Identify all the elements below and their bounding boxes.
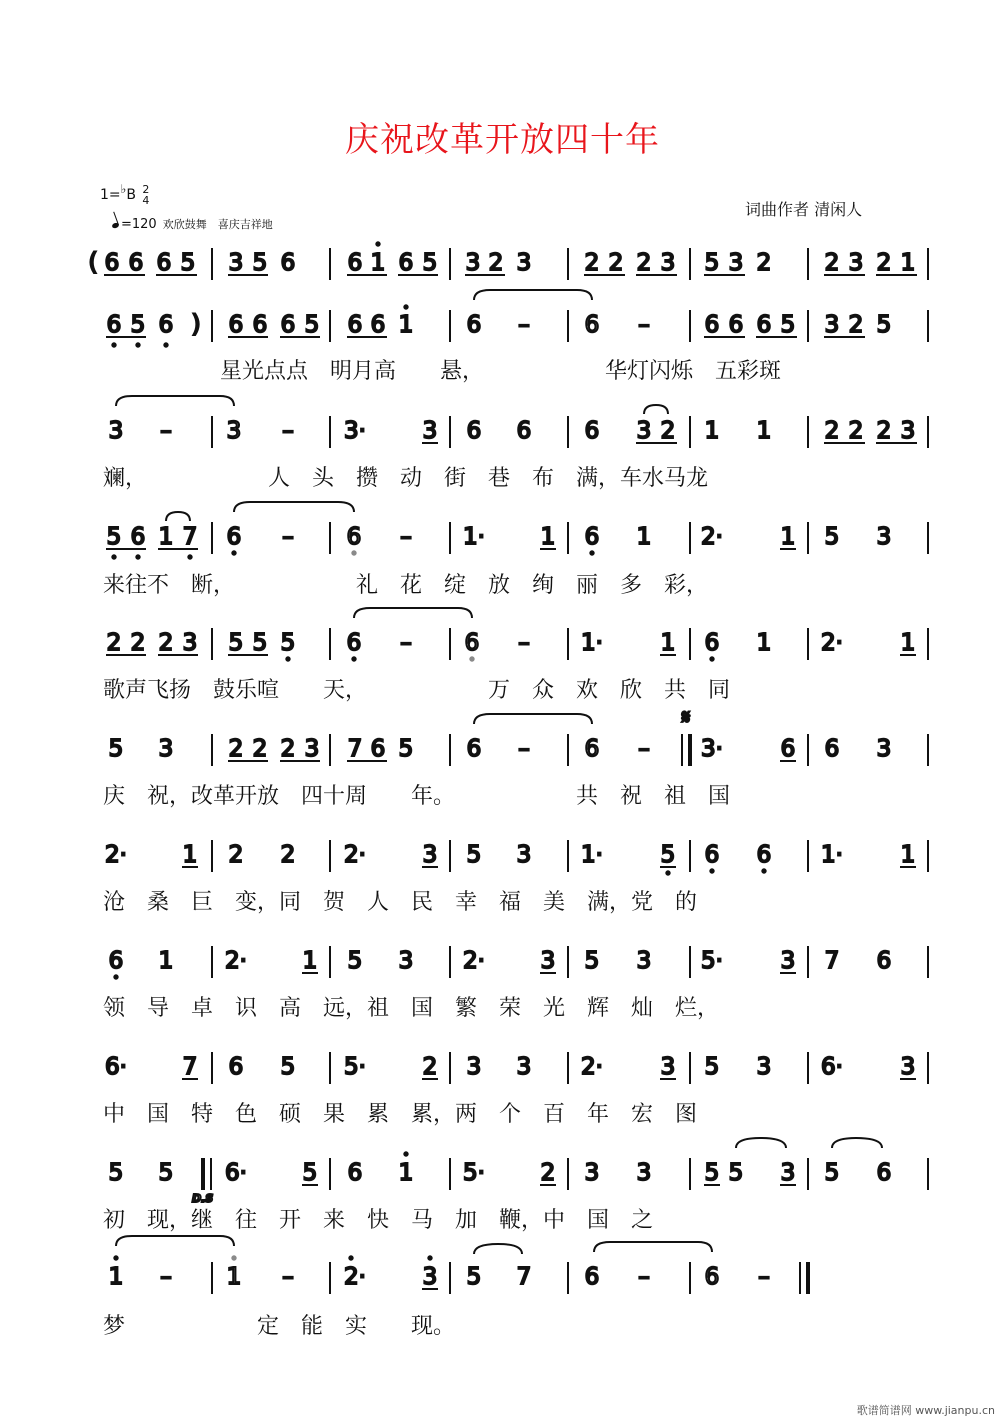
svg-text:6: 6 [584, 312, 600, 338]
lyric-line-7: 领 导 卓 识 高 远，祖 国 繁 荣 光 辉 灿 烂， [103, 996, 720, 1021]
svg-text:3: 3 [422, 418, 438, 444]
svg-text:7: 7 [516, 1264, 532, 1290]
svg-text:2: 2 [824, 250, 840, 276]
svg-text:3: 3 [636, 948, 652, 974]
svg-text:5: 5 [280, 1054, 296, 1080]
svg-text:5: 5 [108, 1160, 124, 1186]
svg-text:3: 3 [465, 250, 481, 276]
lyric-line-4: 歌声飞扬 鼓乐喧 天， 万 众 欢 欣 共 同 [103, 678, 731, 703]
svg-text:–: – [518, 630, 530, 656]
svg-text:3: 3 [728, 250, 744, 276]
svg-text:6: 6 [466, 418, 482, 444]
notation-row-5 [106, 608, 928, 661]
svg-text:2·: 2· [225, 948, 247, 974]
svg-text:2: 2 [280, 842, 296, 868]
svg-text:6: 6 [104, 250, 120, 276]
svg-text:6: 6 [346, 524, 362, 550]
svg-text:3: 3 [466, 1054, 482, 1080]
svg-text:5: 5 [780, 312, 796, 338]
svg-text:–: – [638, 736, 650, 762]
svg-text:3: 3 [304, 736, 320, 762]
svg-text:2·: 2· [105, 842, 127, 868]
svg-text:5: 5 [106, 524, 122, 550]
svg-text:6: 6 [228, 1054, 244, 1080]
svg-text:1: 1 [660, 630, 676, 656]
svg-text:3: 3 [900, 418, 916, 444]
svg-text:3: 3 [422, 842, 438, 868]
svg-text:6: 6 [756, 842, 772, 868]
svg-text:6: 6 [226, 524, 242, 550]
notation-row-3 [109, 396, 928, 448]
svg-text:1·: 1· [581, 842, 603, 868]
svg-text:3·: 3· [344, 418, 366, 444]
svg-text:6: 6 [756, 312, 772, 338]
lyric-line-3: 来往不 断， 礼 花 绽 放 绚 丽 多 彩， [103, 573, 709, 598]
tempo-style: 欢欣鼓舞 喜庆吉祥地 [162, 218, 273, 231]
svg-text:5: 5 [347, 948, 363, 974]
svg-text:(: ( [88, 248, 98, 276]
svg-text:7: 7 [182, 524, 198, 550]
svg-text:6: 6 [130, 524, 146, 550]
tempo-value: =120 [121, 217, 157, 232]
svg-text:6: 6 [228, 312, 244, 338]
svg-text:6: 6 [704, 842, 720, 868]
svg-text:5·: 5· [463, 1160, 485, 1186]
svg-text:5: 5 [466, 1264, 482, 1290]
svg-text:–: – [160, 418, 172, 444]
svg-text:2: 2 [876, 250, 892, 276]
svg-text:6: 6 [346, 630, 362, 656]
svg-text:3: 3 [516, 250, 532, 276]
svg-text:6: 6 [156, 250, 172, 276]
svg-text:5: 5 [252, 250, 268, 276]
notation-row-10 [109, 1138, 928, 1205]
svg-text:6: 6 [252, 312, 268, 338]
svg-text:3: 3 [824, 312, 840, 338]
svg-text:6: 6 [584, 418, 600, 444]
svg-text:6: 6 [728, 312, 744, 338]
svg-text:1·: 1· [463, 524, 485, 550]
svg-text:6: 6 [876, 1160, 892, 1186]
svg-text:6: 6 [704, 312, 720, 338]
svg-text:2: 2 [824, 418, 840, 444]
svg-text:–: – [638, 1264, 650, 1290]
svg-text:3: 3 [756, 1054, 772, 1080]
svg-text:3: 3 [660, 250, 676, 276]
svg-text:6: 6 [704, 1264, 720, 1290]
svg-text:5: 5 [876, 312, 892, 338]
svg-text:1·: 1· [821, 842, 843, 868]
svg-text:1: 1 [704, 418, 720, 444]
svg-text:5: 5 [158, 1160, 174, 1186]
svg-text:1: 1 [780, 524, 796, 550]
svg-text:1: 1 [900, 630, 916, 656]
time-bottom: 4 [142, 194, 150, 207]
lyric-line-6: 沧 桑 巨 变，同 贺 人 民 幸 福 美 满，党 的 [103, 890, 698, 915]
svg-text:5: 5 [704, 250, 720, 276]
svg-text:2: 2 [876, 418, 892, 444]
svg-text:–: – [282, 418, 294, 444]
svg-text:5: 5 [824, 524, 840, 550]
svg-text:5: 5 [302, 1160, 318, 1186]
svg-text:6: 6 [466, 312, 482, 338]
svg-text:6: 6 [704, 630, 720, 656]
svg-text:5: 5 [704, 1054, 720, 1080]
svg-text:6: 6 [106, 312, 122, 338]
svg-text:1: 1 [398, 312, 414, 338]
svg-text:5·: 5· [344, 1054, 366, 1080]
notation-row-1 [88, 242, 928, 280]
svg-text:3: 3 [780, 948, 796, 974]
svg-text:1: 1 [158, 524, 174, 550]
svg-text:5: 5 [304, 312, 320, 338]
svg-text:3: 3 [584, 1160, 600, 1186]
svg-text:6: 6 [347, 250, 363, 276]
svg-text:6: 6 [876, 948, 892, 974]
svg-text:5: 5 [660, 842, 676, 868]
svg-text:6: 6 [584, 524, 600, 550]
svg-text:5: 5 [824, 1160, 840, 1186]
svg-text:6: 6 [464, 630, 480, 656]
svg-text:2: 2 [228, 736, 244, 762]
svg-text:–: – [758, 1264, 770, 1290]
svg-text:1: 1 [756, 418, 772, 444]
svg-text:–: – [638, 312, 650, 338]
notation-row-7 [105, 840, 928, 875]
svg-text:6: 6 [370, 736, 386, 762]
svg-text:3: 3 [540, 948, 556, 974]
svg-text:3: 3 [108, 418, 124, 444]
key-prefix: 1= [100, 187, 121, 203]
notation-row-6 [109, 705, 928, 766]
svg-text:2: 2 [252, 736, 268, 762]
svg-text:6: 6 [347, 312, 363, 338]
svg-text:6: 6 [584, 1264, 600, 1290]
key-flat: ♭ [120, 182, 127, 196]
svg-text:6: 6 [347, 1160, 363, 1186]
lyric-line-10: 梦 定 能 实 现。 [103, 1314, 456, 1339]
svg-text:3: 3 [182, 630, 198, 656]
svg-text:5: 5 [704, 1160, 720, 1186]
key-letter: B [126, 187, 136, 203]
svg-text:2: 2 [488, 250, 504, 276]
notation-row-4 [106, 502, 928, 559]
svg-text:): ) [191, 310, 201, 338]
svg-text:6: 6 [398, 250, 414, 276]
svg-text:2: 2 [130, 630, 146, 656]
svg-text:2: 2 [848, 418, 864, 444]
svg-text:5: 5 [108, 736, 124, 762]
svg-text:3: 3 [516, 1054, 532, 1080]
svg-text:–: – [282, 1264, 294, 1290]
author-credit: 词曲作者 清闲人 [745, 200, 863, 219]
svg-text:5: 5 [422, 250, 438, 276]
svg-text:1: 1 [900, 842, 916, 868]
svg-text:–: – [400, 630, 412, 656]
svg-text:7: 7 [347, 736, 363, 762]
svg-text:6: 6 [280, 312, 296, 338]
svg-text:–: – [518, 736, 530, 762]
svg-text:6: 6 [584, 736, 600, 762]
svg-text:3: 3 [876, 524, 892, 550]
svg-text:7: 7 [824, 948, 840, 974]
svg-text:2: 2 [106, 630, 122, 656]
svg-text:1: 1 [226, 1264, 242, 1290]
svg-text:–: – [160, 1264, 172, 1290]
svg-text:3: 3 [848, 250, 864, 276]
svg-text:5: 5 [180, 250, 196, 276]
notation-row-9 [105, 1052, 928, 1084]
svg-text:2·: 2· [821, 630, 843, 656]
svg-text:3: 3 [660, 1054, 676, 1080]
page-title: 庆祝改革开放四十年 [345, 120, 660, 160]
svg-text:2·: 2· [463, 948, 485, 974]
svg-text:6: 6 [824, 736, 840, 762]
svg-text:3: 3 [516, 842, 532, 868]
svg-text:5: 5 [252, 630, 268, 656]
svg-text:3: 3 [158, 736, 174, 762]
svg-text:1: 1 [182, 842, 198, 868]
svg-text:6: 6 [280, 250, 296, 276]
svg-text:–: – [518, 312, 530, 338]
svg-text:2: 2 [848, 312, 864, 338]
svg-text:1: 1 [636, 524, 652, 550]
segno-icon: 𝄋 [681, 705, 691, 729]
svg-text:2·: 2· [344, 842, 366, 868]
svg-text:3·: 3· [701, 736, 723, 762]
svg-text:6: 6 [780, 736, 796, 762]
time-top: 2 [142, 183, 150, 196]
svg-text:6·: 6· [105, 1054, 127, 1080]
svg-text:2·: 2· [581, 1054, 603, 1080]
svg-text:3: 3 [228, 250, 244, 276]
svg-text:1: 1 [540, 524, 556, 550]
svg-text:2: 2 [540, 1160, 556, 1186]
svg-text:3: 3 [422, 1264, 438, 1290]
svg-text:3: 3 [636, 418, 652, 444]
svg-text:1: 1 [108, 1264, 124, 1290]
svg-text:5: 5 [728, 1160, 744, 1186]
lyric-line-1: 星光点点 明月高 悬， 华灯闪烁 五彩斑 [220, 359, 782, 384]
notation-row-11 [109, 1236, 808, 1294]
svg-text:6: 6 [128, 250, 144, 276]
lyric-line-2: 斓， 人 头 攒 动 街 巷 布 满，车水马龙 [103, 466, 709, 491]
svg-text:3: 3 [636, 1160, 652, 1186]
svg-text:3: 3 [900, 1054, 916, 1080]
svg-text:2: 2 [660, 418, 676, 444]
svg-text:2·: 2· [701, 524, 723, 550]
svg-text:–: – [400, 524, 412, 550]
svg-text:6: 6 [370, 312, 386, 338]
svg-text:1: 1 [900, 250, 916, 276]
svg-text:5: 5 [466, 842, 482, 868]
svg-text:1: 1 [370, 250, 386, 276]
svg-text:1: 1 [756, 630, 772, 656]
svg-text:3: 3 [226, 418, 242, 444]
svg-text:3: 3 [398, 948, 414, 974]
svg-text:1: 1 [158, 948, 174, 974]
svg-text:5·: 5· [701, 948, 723, 974]
svg-text:2·: 2· [344, 1264, 366, 1290]
svg-text:5: 5 [398, 736, 414, 762]
svg-text:–: – [282, 524, 294, 550]
site-footer: 歌谱简谱网 www.jianpu.cn [856, 1404, 995, 1417]
svg-text:5: 5 [228, 630, 244, 656]
svg-text:2: 2 [228, 842, 244, 868]
svg-text:2: 2 [584, 250, 600, 276]
svg-text:6: 6 [108, 948, 124, 974]
svg-text:6·: 6· [225, 1160, 247, 1186]
lyric-line-5: 庆 祝，改革开放 四十周 年。 共 祝 祖 国 [103, 784, 731, 809]
svg-text:6·: 6· [821, 1054, 843, 1080]
svg-text:1: 1 [302, 948, 318, 974]
svg-text:1: 1 [398, 1160, 414, 1186]
svg-text:5: 5 [130, 312, 146, 338]
svg-text:2: 2 [636, 250, 652, 276]
svg-text:6: 6 [516, 418, 532, 444]
svg-text:7: 7 [182, 1054, 198, 1080]
svg-text:2: 2 [756, 250, 772, 276]
lyric-line-8: 中 国 特 色 硕 果 累 累，两 个 百 年 宏 图 [103, 1102, 698, 1127]
svg-text:5: 5 [584, 948, 600, 974]
svg-text:5: 5 [280, 630, 296, 656]
svg-text:6: 6 [466, 736, 482, 762]
notation-row-8 [109, 946, 928, 979]
svg-text:6: 6 [158, 312, 174, 338]
svg-text:2: 2 [422, 1054, 438, 1080]
lyric-line-9: 初 现，继 往 开 来 快 马 加 鞭，中 国 之 [103, 1208, 654, 1233]
svg-text:2: 2 [608, 250, 624, 276]
svg-text:1·: 1· [581, 630, 603, 656]
svg-text:2: 2 [158, 630, 174, 656]
notation-row-2 [106, 290, 928, 347]
svg-text:3: 3 [780, 1160, 796, 1186]
ds-mark: D.S [192, 1192, 214, 1205]
svg-text:3: 3 [876, 736, 892, 762]
svg-text:2: 2 [280, 736, 296, 762]
